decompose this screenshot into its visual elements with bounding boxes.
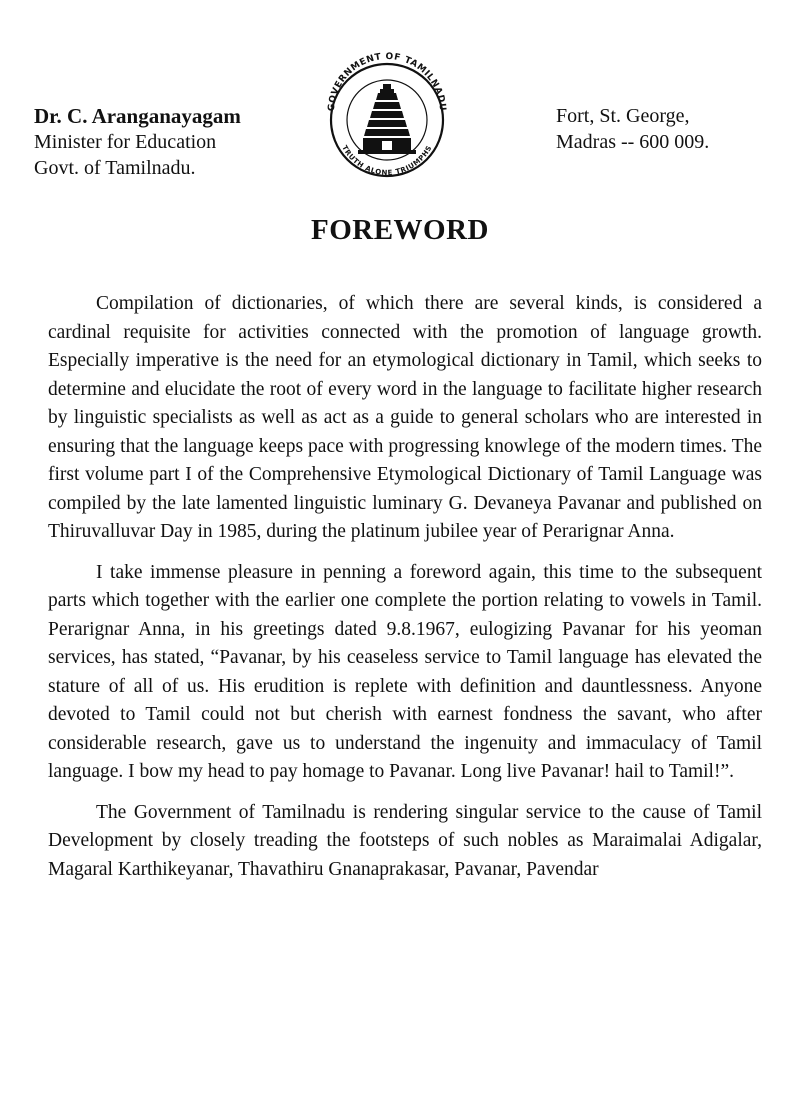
paragraph-3: The Government of Tamilnadu is rendering singular service to the cause of Tamil Development by closely treading the footsteps of such nobles as Maraimalai Adigalar, Magaral Karthikeyanar, Thavathiru Gnanaprakasar, Pavanar, Pavendar xyxy=(48,801,762,880)
paragraph-1: Compilation of dictionaries, of which there are several kinds, is considered a cardinal requisite for activities connected with the promotion of language growth. Especially imperative is the need for an etymological dictionary in Tamil, which seeks to determine and elucidate the root of every word in the language to facilitate higher research by linguistic specialists as well as act as a guide to general scholars who are interested in ensuring that the language keeps pace with progressing knowlege of the modern times. The first volume part I of the Comprehensive Etymological Dictionary of Tamil Language was compiled by the late lamented linguistic luminary G. Devaneya Pavanar and published on Thiruvalluvar Day in 1985, during the platinum jubilee year of Perarignar Anna. xyxy=(48,293,762,542)
seal-top-text: GOVERNMENT OF TAMILNADU xyxy=(326,51,448,112)
address-block xyxy=(556,103,709,155)
sender-organization: Govt. of Tamilnadu. xyxy=(34,157,196,179)
government-seal-icon xyxy=(320,50,454,190)
page-title: FOREWORD xyxy=(311,214,489,246)
foreword-body xyxy=(48,290,762,896)
sender-block xyxy=(34,103,241,181)
address-line-2: Madras -- 600 009. xyxy=(556,131,710,153)
sender-name: Dr. C. Aranganayagam xyxy=(34,104,241,128)
seal-bottom-text: TRUTH ALONE TRIUMPHS xyxy=(340,144,434,178)
sender-title: Minister for Education xyxy=(34,131,217,153)
address-line-1: Fort, St. George, xyxy=(556,105,690,127)
paragraph-2: I take immense pleasure in penning a foreword again, this time to the subsequent parts which together with the earlier one complete the portion relating to vowels in Tamil. Perarignar Anna, in his greetings dated 9.8.1967, eulogizing Pavanar for his yeoman services, has stated, “Pavanar, by his ceaseless service to Tamil language has elevated the stature of all of us. His erudition is replete with definition and dauntlessness. Anyone devoted to Tamil could not but cherish with earnest fondness the savant, who after considerable research, gave us to understand the ingenuity and immaculacy of Tamil language. I bow my head to pay homage to Pavanar. Long live Pavanar! hail to Tamil!”. xyxy=(48,561,762,782)
temple-gopuram-icon xyxy=(358,84,416,154)
